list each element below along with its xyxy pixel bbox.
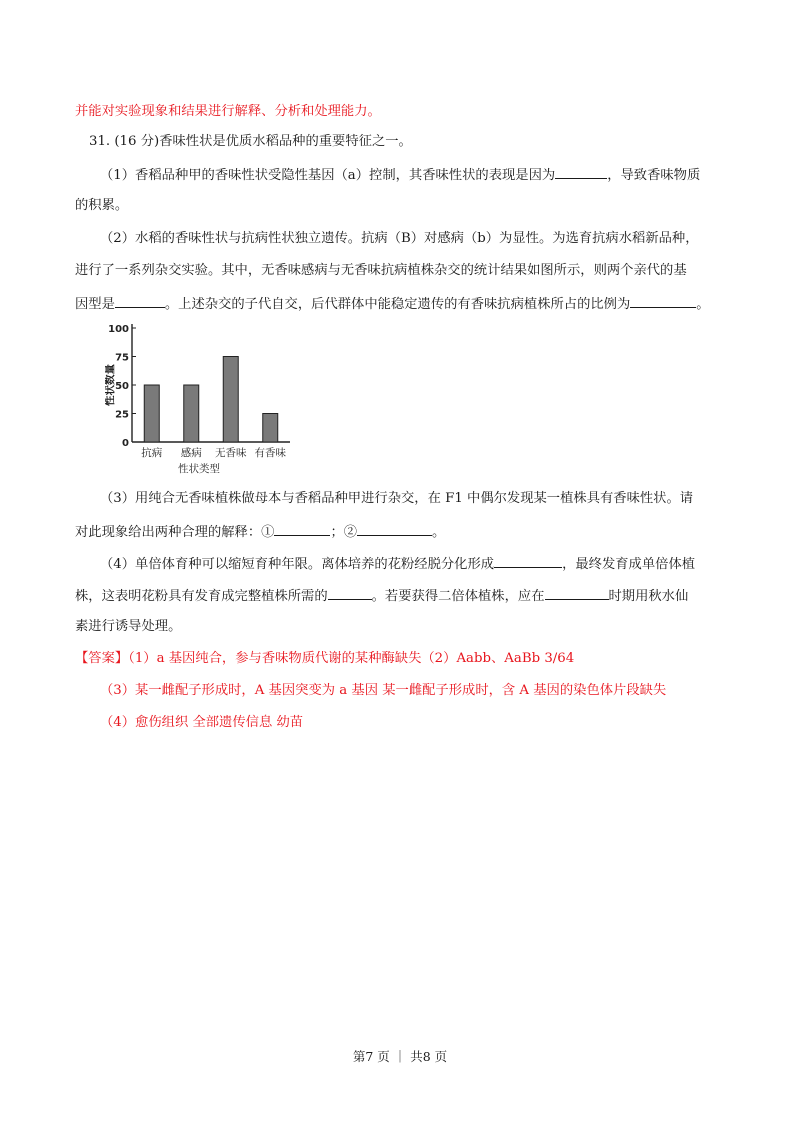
part4-line1: [100, 554, 695, 574]
part1-line2: 的积累。: [75, 198, 129, 213]
part2-line2: 进行了一系列杂交实验。其中，无香味感病与无香味抗病植株杂交的统计结果如图所示，则两个亲代的基: [75, 263, 687, 278]
answer-blank-7: [328, 586, 372, 600]
y-tick-label: 50: [115, 381, 129, 392]
bar: [223, 357, 238, 443]
answer-blank-1: [555, 165, 607, 179]
answer-blank-2: [115, 294, 165, 308]
y-axis-label: 性状数量: [105, 364, 116, 406]
intro-line: 并能对实验现象和结果进行解释、分析和处理能力。: [75, 104, 381, 119]
answer-line1: [75, 650, 574, 668]
x-tick-label: 感病: [180, 447, 202, 459]
bar-chart: [105, 318, 300, 480]
bar: [263, 414, 278, 443]
bar: [144, 385, 159, 442]
answer-text-1: （1）a 基因纯合，参与香味物质代谢的某种酶缺失（2）Aabb、AaBb 3/64: [128, 651, 575, 666]
part3-text-b3: 。: [432, 525, 446, 540]
question-number-line: 31. (16 分)香味性状是优质水稻品种的重要特征之一。: [89, 134, 412, 149]
part1-line1: [100, 165, 700, 185]
x-tick-label: 抗病: [141, 447, 163, 459]
part3-text-b1: 对此现象给出两种合理的解释：①: [75, 525, 275, 540]
part4-text-b1: 株，这表明花粉具有发育成完整植株所需的: [75, 589, 328, 604]
answer-line2: （3）某一雌配子形成时，A 基因突变为 a 基因 某一雌配子形成时，含 A 基因的染色体片段缺失: [100, 683, 667, 698]
part4-text-b3: 时期用秋水仙: [608, 589, 689, 604]
part4-text-a2: ，最终发育成单倍体植: [562, 557, 696, 572]
part4-text-a1: （4）单倍体育种可以缩短育种年限。离体培养的花粉经脱分化形成: [100, 557, 495, 572]
page-footer: 第7 页 ｜ 共8 页: [352, 1049, 448, 1064]
part4-line3: 素进行诱导处理。: [75, 619, 182, 634]
part4-text-b2: 。若要获得二倍体植株，应在: [371, 589, 545, 604]
x-tick-label: 有香味: [254, 447, 286, 459]
part4-line2: [75, 586, 688, 606]
answer-tag: 【答案】: [75, 651, 129, 666]
y-tick-label: 75: [115, 352, 129, 364]
part3-line2: [75, 522, 445, 542]
part2-text-c2: 。上述杂交的子代自交，后代群体中能稳定遗传的有香味抗病植株所占的比例为: [164, 297, 631, 312]
part2-line3: [75, 294, 710, 314]
x-axis-label: 性状类型: [178, 463, 220, 475]
bar: [184, 385, 199, 442]
answer-blank-3: [630, 294, 696, 308]
y-tick-label: 0: [122, 438, 129, 449]
y-tick-label: 25: [115, 409, 129, 421]
answer-blank-6: [494, 554, 562, 568]
part1-text-a: （1）香稻品种甲的香味性状受隐性基因（a）控制，其香味性状的表现是因为: [100, 168, 556, 183]
part2-text-c3: 。: [696, 297, 710, 312]
part2-text-c1: 因型是: [75, 297, 115, 312]
bar-chart-svg: [105, 318, 300, 480]
answer-blank-5: [357, 522, 432, 536]
part2-line1: （2）水稻的香味性状与抗病性状独立遗传。抗病（B）对感病（b）为显性。为选育抗病水稻新品种，: [100, 231, 699, 246]
x-tick-label: 无香味: [215, 447, 247, 459]
y-tick-label: 100: [108, 324, 129, 335]
answer-line3: （4）愈伤组织 全部遗传信息 幼苗: [100, 715, 304, 730]
answer-blank-4: [274, 522, 330, 536]
part3-text-b2: ；②: [330, 525, 358, 540]
part3-line1: （3）用纯合无香味植株做母本与香稻品种甲进行杂交，在 F1 中偶尔发现某一植株具有香味性状。请: [100, 491, 694, 506]
answer-blank-8: [545, 586, 609, 600]
part1-text-b: ，导致香味物质: [607, 168, 701, 183]
